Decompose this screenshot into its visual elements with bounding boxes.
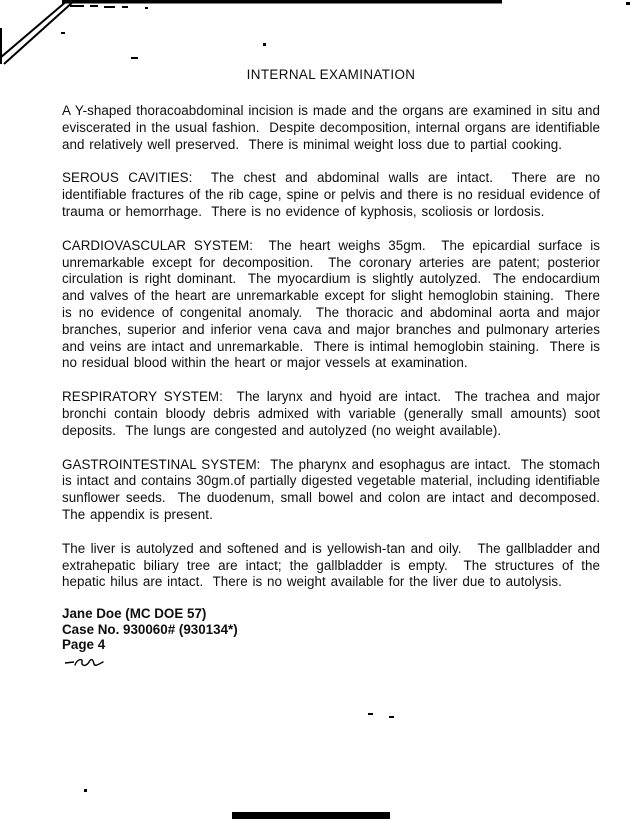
paragraph-gastrointestinal-system: GASTROINTESTINAL SYSTEM: The pharynx and esophagus are intact. The stomach is intact and contains 30gm.of partially digested vegetable material, including identifiable sunflower seeds. The duodenum, small bowel and colon are intact and decomposed. The appendix is present. — [62, 456, 610, 522]
paragraph-serous-cavities: SEROUS CAVITIES: The chest and abdominal walls are intact. There are no identifiable fractures of the rib cage, spine or pelvis and there is no residual evidence of trauma or hemorrhage. There is no evidence of kyphosis, scoliosis or lordosis. — [62, 170, 605, 219]
footer-page-line — [62, 637, 600, 670]
handwritten-initials — [64, 656, 104, 670]
paragraph-intro: A Y-shaped thoracoabdominal incision is made and the organs are examined in situ and eviscerated in the usual fashion. Despite decomposition, internal organs are identifiable and relatively well preserved. There is minimal weight loss due to partial cooking. — [62, 103, 605, 152]
document-footer — [62, 606, 600, 670]
footer-subject-name: Jane Doe (MC DOE 57) — [62, 606, 207, 622]
footer-page-number: Page 4 — [62, 637, 106, 653]
document-body — [62, 0, 610, 670]
paragraph-cardiovascular-system: CARDIOVASCULAR SYSTEM: The heart weighs 35gm. The epicardial surface is unremarkable except for decomposition. The coronary arteries are patent; posterior circulation is right dominant. The myocardium is slightly autolyzed. The endocardium and valves of the heart are unremarkable except for slight hemoglobin staining. There is no evidence of congenital anomaly. The thoracic and abdominal aorta and major branches, superior and inferior vena cava and major branches and pulmonary arteries and veins are intact and unremarkable. There is intimal hemoglobin staining. There is no residual blood within the heart or major vessels at examination. — [62, 237, 605, 371]
document-title: INTERNAL EXAMINATION — [246, 67, 416, 82]
scan-artifact-bottom — [0, 700, 635, 821]
footer-case-number: Case No. 930060# (930134*) — [62, 621, 238, 637]
paragraph-respiratory-system: RESPIRATORY SYSTEM: The larynx and hyoid are intact. The trachea and major bronchi contain bloody debris admixed with variable (generally small amounts) soot deposits. The lungs are congested and autolyzed (no weight available). — [62, 389, 605, 438]
paragraph-liver: The liver is autolyzed and softened and is yellowish-tan and oily. The gallbladder and extrahepatic biliary tree are intact; the gallbladder is empty. The structures of the hepatic hilus are intact. There is no weight available for the liver due to autolysis. — [62, 540, 605, 590]
